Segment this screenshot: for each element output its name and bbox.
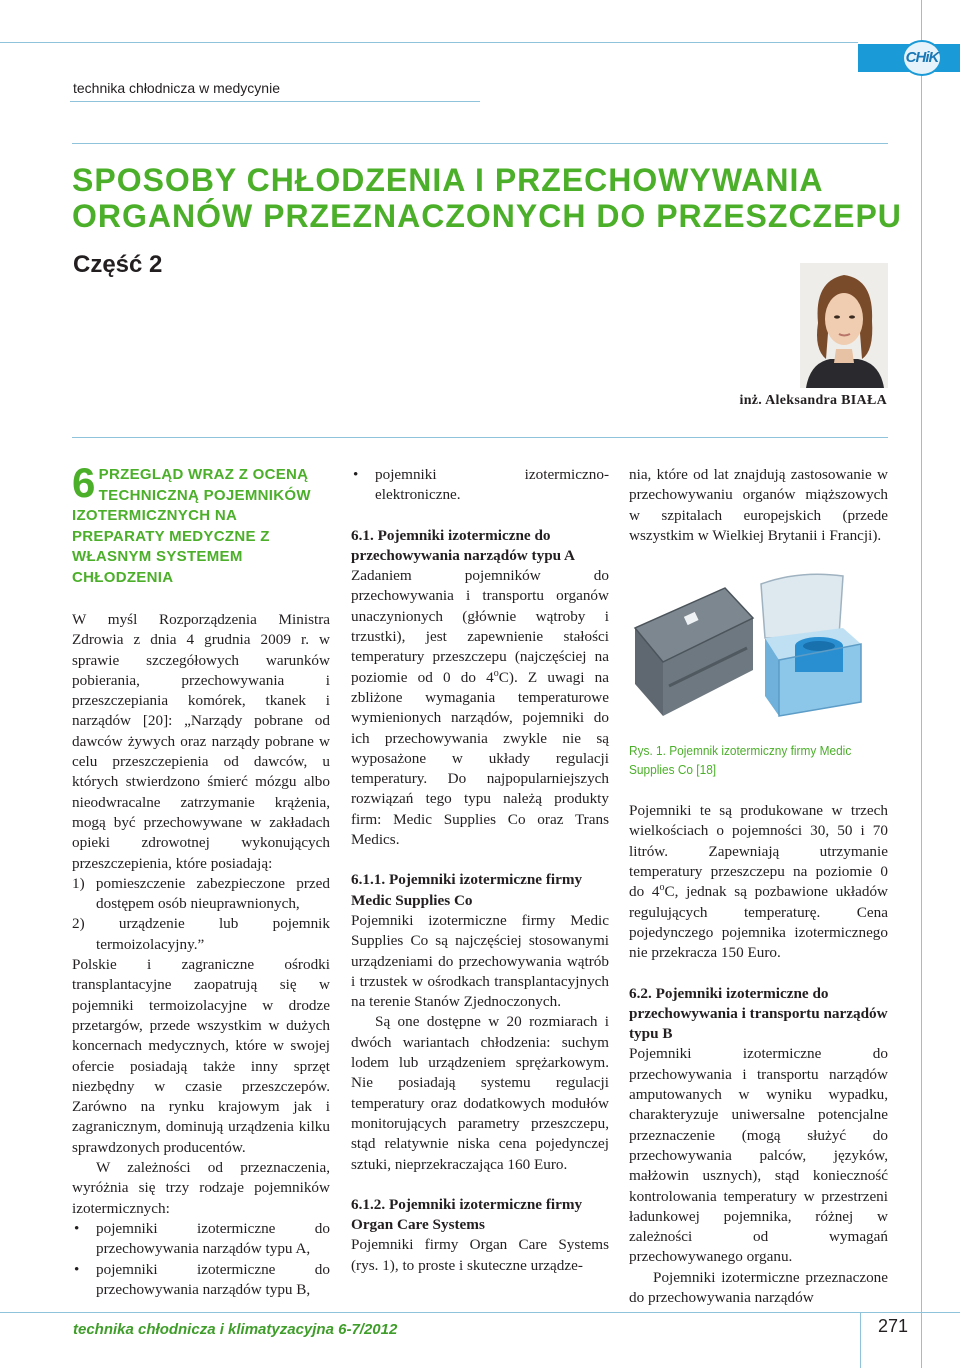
paragraph: Pojemniki firmy Organ Care Systems (rys. 1), to proste i skuteczne urządze- — [351, 1236, 609, 1274]
container-types-list — [72, 1219, 330, 1300]
paragraph: Zadaniem pojemników do przechowywania i transportu organów unaczynionych (głównie wątroby i trzustki), jest zapewnienie stałości temperatury przeszczepu (najczęściej na poziomie od 0 do 4$^o$C). Z uwagi na zbliżone wymagania temperaturowe wymienionych narządów, pojemniki do ich przechowywania zwykle nie są wyposażone w układy regulacji temperatury. Do najpopularniejszych rozwiązań tego typu należą produkty firm: Medic Supplies Co oraz Trans Medics. — [351, 567, 609, 849]
subsection-heading: 6.1.1. Pojemniki izotermiczne firmy Medic Supplies Co — [351, 871, 583, 909]
section-number: 6 — [72, 459, 96, 506]
author-photo — [800, 263, 888, 388]
paragraph: W zależności od przeznaczenia, wyróżnia się trzy rodzaje pojemników izotermicznych: — [72, 1159, 330, 1217]
column-2 — [351, 465, 609, 1276]
list-item: • pojemniki izotermiczno-elektroniczne. — [351, 465, 609, 506]
title-rule-bottom — [72, 437, 888, 438]
column-1 — [72, 459, 330, 1300]
subsection-heading: 6.1. Pojemniki izotermiczne do przechowywania narządów typu A — [351, 526, 576, 564]
paragraph: Pojemniki te są produkowane w trzech wielkościach o pojemności 30, 50 i 70 litrów. Zapewniają utrzymanie temperatury przeszczepu na poziomie 0 do 4$^o$C, jednak są pozbawione układów regulujących temperaturę. Cena pojedynczego pojemnika izotermicznego nie przekracza 150 Euro. — [629, 802, 889, 962]
article-part: Część 2 — [73, 251, 163, 278]
column-3 — [629, 465, 888, 1308]
title-rule-top — [72, 143, 888, 144]
section-6-heading — [72, 459, 330, 588]
author-name: inż. Aleksandra BIAŁA — [739, 393, 887, 408]
paragraph: Pojemniki izotermiczne przeznaczone do przechowywania narządów — [629, 1268, 888, 1307]
subsection-heading: 6.1.2. Pojemniki izotermiczne firmy Organ Care Systems — [351, 1195, 583, 1234]
paragraph: nia, które od lat znajdują zastosowanie w przechowywaniu organów miąższowych w szpitalach europejskich (przede wszystkim w Wielkiej Brytanii i Francji). — [629, 466, 888, 544]
list-item: • pojemniki izotermiczne do przechowywania narządów typu A, — [72, 1219, 330, 1260]
list-item: 2) urządzenie lub pojemnik termoizolacyjny.” — [72, 915, 330, 953]
journal-logo-icon: CHiK — [902, 40, 942, 76]
paragraph: Pojemniki izotermiczne do przechowywania i transportu narządów amputowanych w wyniku wypadku, charakteryzuje uniwersalne potencjalne przeznaczenie (mogą służyć do przechowywania palców, języków, małżowin usznych), stąd konieczność kontrolowania temperatury w przestrzeni ładunkowej pojemnika, różnej w zależności od wymagań przechowywanego organu. — [629, 1045, 888, 1266]
subsection-heading: 6.2. Pojemniki izotermiczne do przechowywania i transportu narządów typu B — [629, 984, 888, 1043]
paragraph: Pojemniki izotermiczne firmy Medic Supplies Co są najczęściej stosowanymi urządzeniami do przechowywania wątrób i trzustek w ośrodkach transplantacyjnych na terenie Stanów Zjednoczonych. — [351, 911, 609, 1011]
paragraph: W myśl Rozporządzenia Ministra Zdrowia z dnia 4 grudnia 2009 r. w sprawie szczegółowych warunków pobierania, przechowywania i przeszczepiania komórek, tkanek i narządów [20]: „Narządy pobrane od dawców żywych oraz narządy pobrane w celu przeszczepienia od dawców, u których stwierdzono śmierć mózgu albo nieodwracalne zatrzymanie krążenia, mogą być przechowywane w zakładach opieki zdrowotnej wykonujących przeszczepienia, które posiadają: — [72, 611, 330, 872]
list-item: 1) pomieszczenie zabezpieczone przed dostępem osób nieuprawnionych, — [72, 874, 330, 913]
section-6-title: PRZEGLĄD WRAZ Z OCENĄ TECHNICZNĄ POJEMNIKÓW IZOTERMICZNYCH NA PREPARATY MEDYCZNE Z WŁASNYM SYSTEMEM CHŁODZENIA — [72, 466, 311, 586]
footer-journal-name: technika chłodnicza i klimatyzacyjna 6-7/2012 — [73, 1321, 398, 1338]
paragraph: Są one dostępne w 20 rozmiarach i dwóch wariantach chłodzenia: suchym lodem lub urządzeniem sprężarkowym. Nie posiadają systemu regulacji temperatury oraz dodatkowych modułów monitorujących parametry przeszczepu, stąd relatywnie niska cena pojedynczej sztuki, nieprzekraczająca 160 Euro. — [351, 1013, 609, 1173]
figure-1-caption: Rys. 1. Pojemnik izotermiczny firmy Medic Supplies Co [18] — [629, 743, 852, 777]
article-title: SPOSOBY CHŁODZENIA I PRZECHOWYWANIA ORGANÓW PRZEZNACZONYCH DO PRZESZCZEPU — [72, 162, 902, 234]
right-margin-rule — [921, 0, 922, 1368]
container-types-list-cont — [351, 465, 609, 506]
regulation-list — [72, 874, 330, 955]
header-rule-short — [70, 101, 480, 102]
figure-1-image — [629, 566, 888, 736]
page-number: 271 — [878, 1316, 909, 1336]
list-item: • pojemniki izotermiczne do przechowywania narządów typu B, — [72, 1260, 330, 1301]
footer-rule — [0, 1312, 960, 1313]
paragraph: Polskie i zagraniczne ośrodki transplantacyjne zaopatrują się w pojemniki termoizolacyjne w drodze przetargów, przede wszystkim w dużych koncernach medycznych, które w swojej ofercie posiadają także inny sprzęt niezbędny w czasie przeszczepów. Zarówno na rynku krajowym jak i zagranicznym, dominują urządzenia kilku sprawdzonych producentów. — [72, 956, 330, 1156]
footer-vertical-rule — [860, 1312, 861, 1368]
section-header: technika chłodnicza w medycynie — [73, 80, 280, 96]
header-rule-top — [0, 42, 858, 43]
